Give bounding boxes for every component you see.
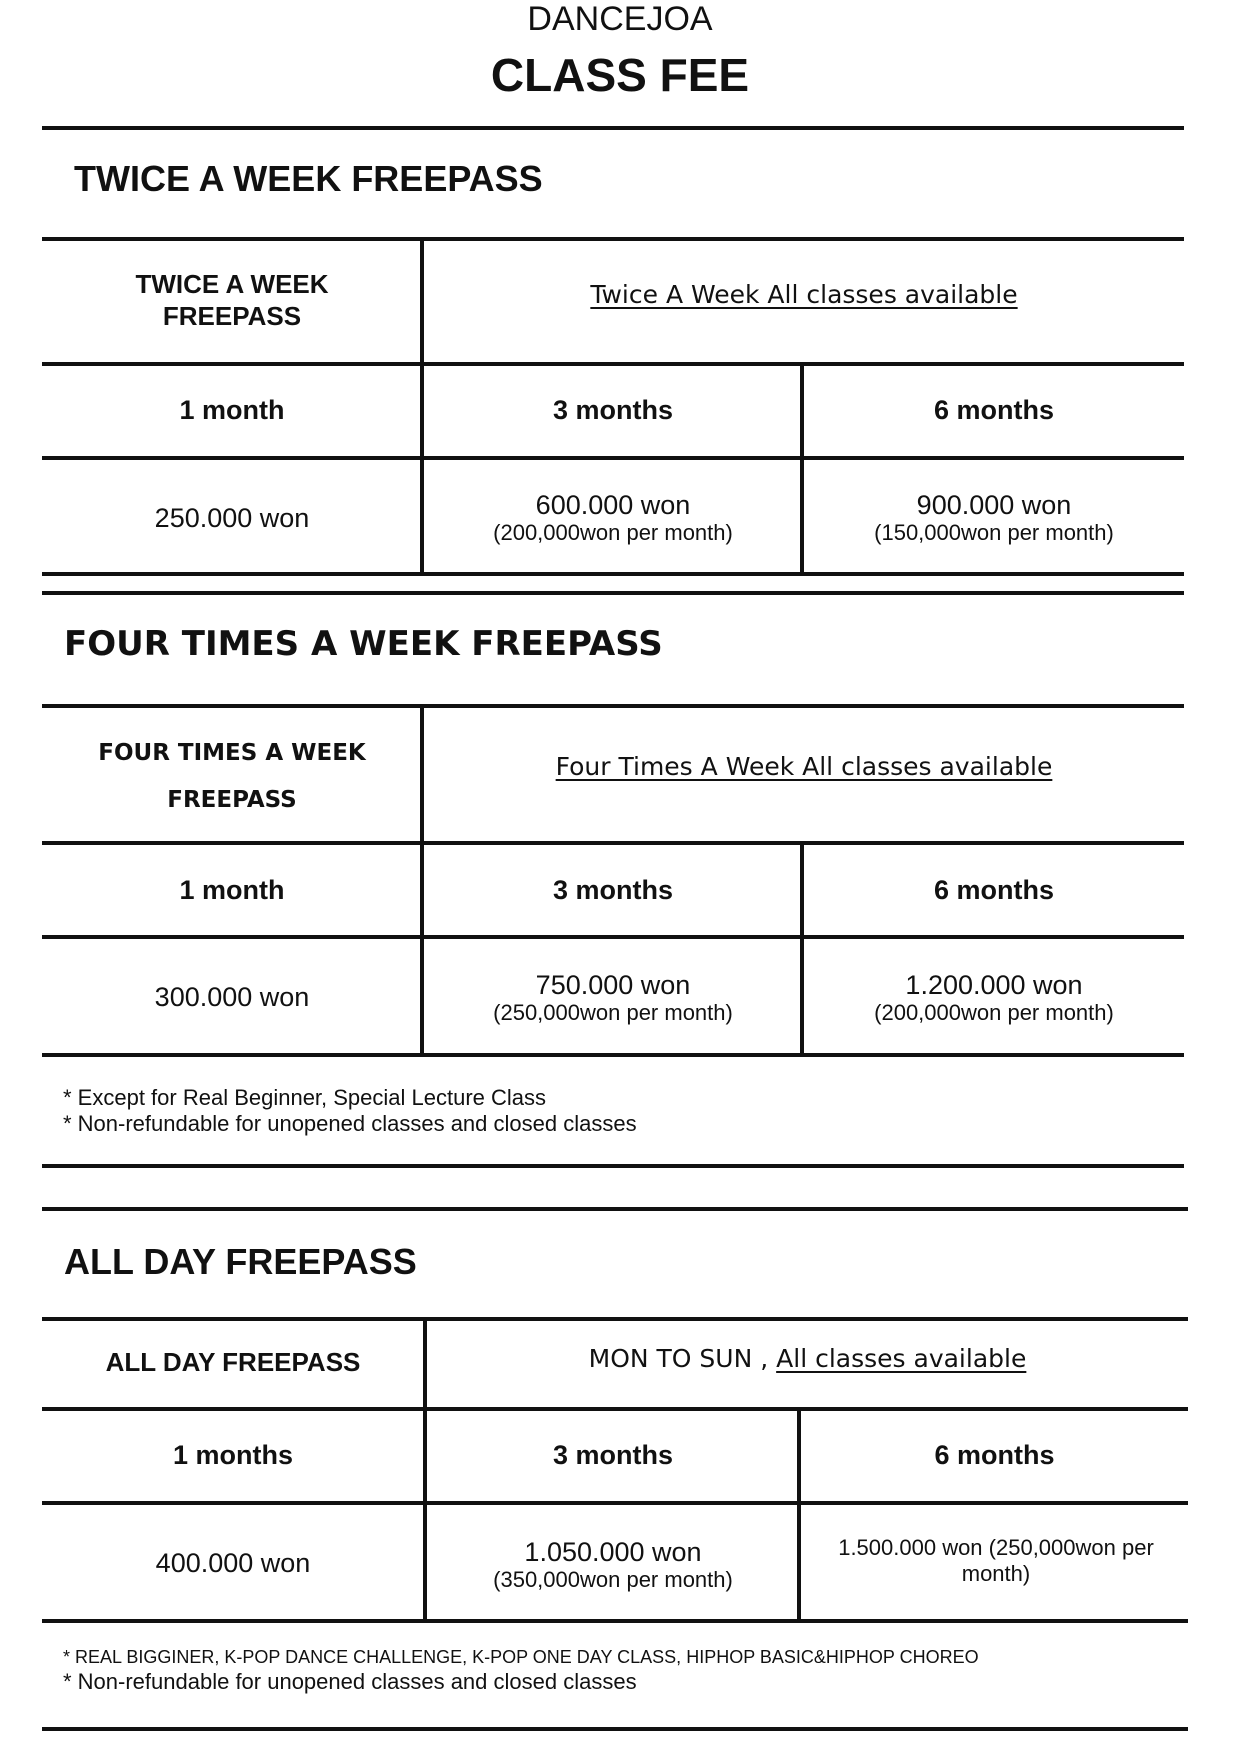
duration-3-months: 3 months: [552, 395, 673, 425]
brand-name: DANCEJOA: [527, 0, 713, 38]
price-1-month: 300.000 won: [154, 982, 310, 1012]
duration-3-months: 3 months: [552, 1440, 673, 1470]
table-border: [42, 1501, 1188, 1505]
plan-name-line: TWICE A WEEK: [135, 269, 329, 299]
plan-description: [424, 280, 1184, 309]
section-title-all-day: ALL DAY FREEPASS: [64, 1241, 417, 1282]
table-border: [42, 1407, 1188, 1411]
divider: [42, 126, 1184, 130]
section-title-four-times-a-week: FOUR TIMES A WEEK FREEPASS: [64, 624, 663, 664]
description-prefix: MON TO SUN ,: [588, 1344, 777, 1373]
duration-1-month: 1 month: [179, 875, 285, 905]
table-border: [42, 704, 1184, 708]
price-3-months: 1.050.000 won: [524, 1537, 702, 1567]
description-text: All classes available: [776, 1344, 1027, 1373]
divider: [42, 1207, 1188, 1211]
divider: [42, 591, 1184, 595]
duration-3-months: 3 months: [552, 875, 673, 905]
price-6-months: 1.200.000 won: [905, 970, 1083, 1000]
per-month-6-months: (200,000won per month): [874, 1000, 1114, 1025]
duration-6-months: 6 months: [934, 1440, 1055, 1470]
divider: [42, 1164, 1184, 1168]
page-title: CLASS FEE: [490, 49, 750, 101]
column-divider: [420, 237, 424, 576]
plan-name-line: FREEPASS: [162, 301, 302, 331]
price-cell-6-months: [804, 970, 1184, 1026]
table-border: [42, 456, 1184, 460]
price-cell-3-months: [424, 490, 802, 546]
note-item: * Non-refundable for unopened classes and closed classes: [63, 1669, 637, 1694]
notes: [63, 1085, 637, 1137]
price-1-month: 400.000 won: [155, 1548, 311, 1578]
plan-name-twice-a-week: [42, 268, 422, 332]
table-border: [42, 841, 1184, 845]
section-title-twice-a-week: TWICE A WEEK FREEPASS: [74, 158, 543, 199]
table-border: [42, 572, 1184, 576]
price-1-month: 250.000 won: [154, 503, 310, 533]
table-border: [42, 237, 1184, 241]
plan-description: [424, 752, 1184, 781]
description-text: Twice A Week All classes available: [590, 280, 1018, 309]
table-border: [42, 1317, 1188, 1321]
divider: [42, 1727, 1188, 1731]
plan-description: [427, 1344, 1188, 1373]
price-3-months: 750.000 won: [535, 970, 691, 1000]
note-item: * Non-refundable for unopened classes and closed classes: [63, 1111, 637, 1136]
price-6-months: 1.500.000 won (250,000won per month): [838, 1535, 1154, 1586]
price-cell-6-months: [804, 490, 1184, 546]
table-border: [42, 935, 1184, 939]
duration-1-month: 1 month: [179, 395, 285, 425]
plan-name-all-day: ALL DAY FREEPASS: [105, 1347, 361, 1377]
notes: [63, 1645, 979, 1695]
column-divider: [797, 1407, 801, 1623]
price-cell-6-months: [815, 1535, 1177, 1587]
price-6-months: 900.000 won: [916, 490, 1072, 520]
per-month-3-months: (250,000won per month): [493, 1000, 733, 1025]
table-border: [42, 1619, 1188, 1623]
per-month-6-months: (150,000won per month): [874, 520, 1114, 545]
note-item: * Except for Real Beginner, Special Lecture Class: [63, 1085, 547, 1110]
price-cell-3-months: [424, 970, 802, 1026]
column-divider: [420, 704, 424, 1057]
per-month-3-months: (200,000won per month): [493, 520, 733, 545]
plan-name-four-times-a-week: [42, 730, 422, 824]
column-divider: [423, 1317, 427, 1623]
column-divider: [800, 362, 804, 576]
plan-name-line: FOUR TIMES A WEEK: [98, 740, 366, 766]
duration-1-month: 1 months: [172, 1440, 293, 1470]
per-month-3-months: (350,000won per month): [493, 1567, 733, 1592]
duration-6-months: 6 months: [933, 875, 1054, 905]
note-item: * REAL BIGGINER, K-POP DANCE CHALLENGE, K-POP ONE DAY CLASS, HIPHOP BASIC&HIPHOP CHOREO: [63, 1647, 979, 1667]
plan-name-line: FREEPASS: [167, 787, 297, 813]
description-text: Four Times A Week All classes available: [555, 752, 1053, 781]
table-border: [42, 362, 1184, 366]
price-3-months: 600.000 won: [535, 490, 691, 520]
duration-6-months: 6 months: [933, 395, 1054, 425]
column-divider: [800, 841, 804, 1057]
price-cell-3-months: [427, 1537, 799, 1593]
table-border: [42, 1053, 1184, 1057]
